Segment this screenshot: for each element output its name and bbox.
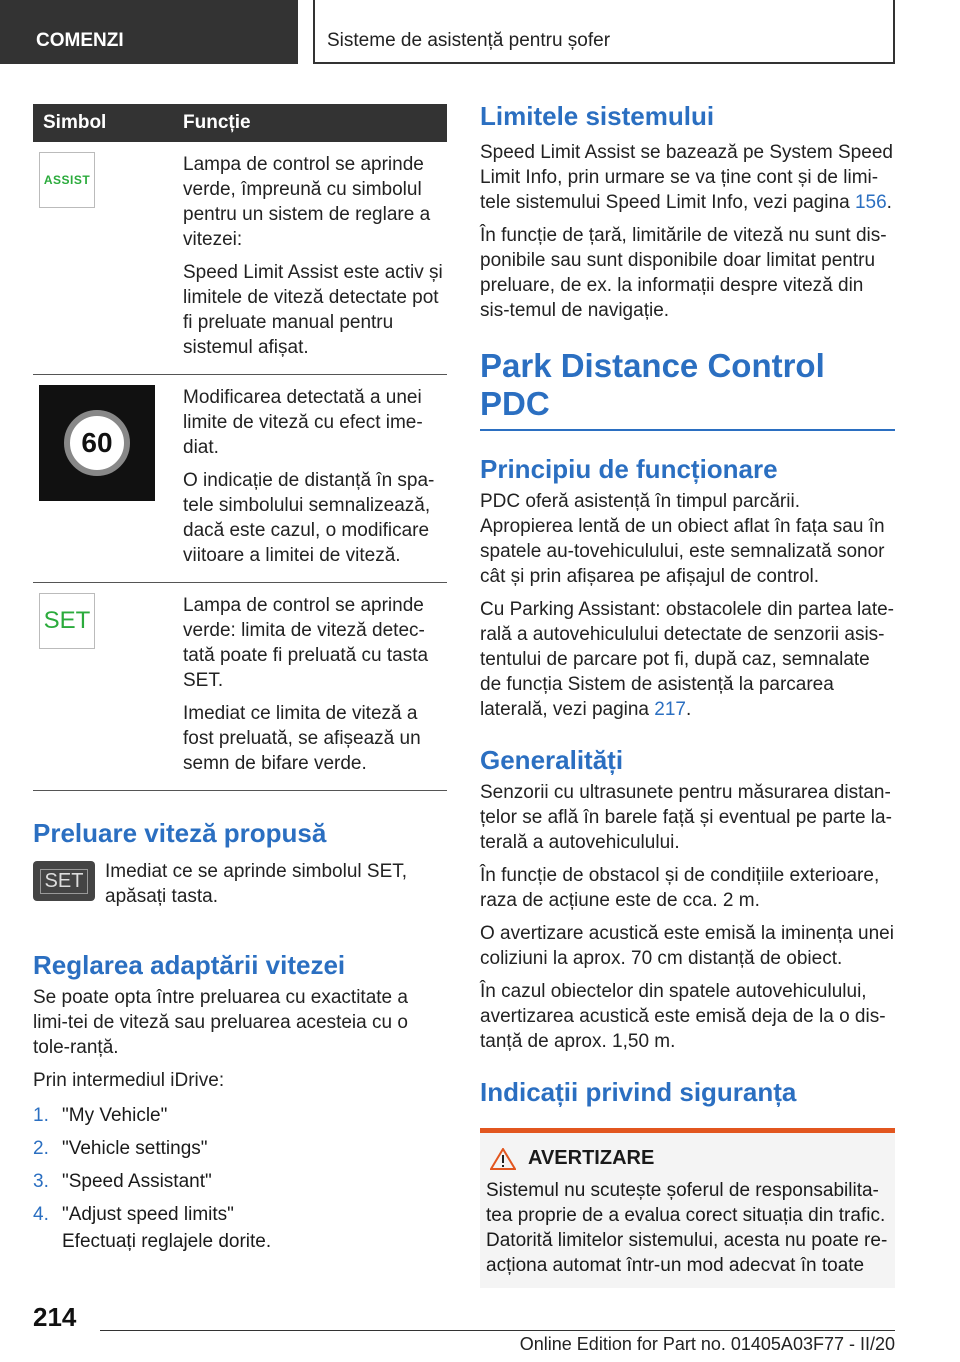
table-row — [33, 375, 447, 583]
page-number: 214 — [33, 1302, 77, 1332]
generalitati-text: În cazul obiectelor din spatele autovehiculului, avertizarea acustică este emisă deja de la o dis-tanță de aprox. 1,50 m. — [480, 981, 886, 1052]
reglarea-intro: Prin intermediul iDrive: — [33, 1070, 225, 1091]
section-title-generalitati: Generalități — [480, 745, 624, 775]
table-row — [33, 142, 447, 375]
left-column — [33, 104, 447, 1254]
symbol-table — [33, 104, 447, 791]
warning-text: Sistemul nu scutește șoferul de responsabilita-tea proprie de a evalua corect situația din trafic. Datorită limitelor sistemului, acesta nu poate re-acționa automat într-un mod adecvat în toate — [486, 1180, 888, 1276]
generalitati-text: O avertizare acustică este emisă la iminența unei coliziuni la aprox. 70 cm distanță de obiect. — [480, 923, 894, 969]
row-text: Lampa de control se aprinde verde: limita de viteză detec-tată poate fi preluată cu tasta SET. — [183, 595, 429, 691]
row-text: Modificarea detectată a unei limite de viteză cu efect ime-diat. — [183, 387, 423, 458]
header-section: COMENZI — [0, 0, 298, 64]
page-link[interactable]: 156 — [854, 192, 887, 213]
set-indicator-icon: SET — [39, 593, 95, 649]
section-title-reglarea: Reglarea adaptării vitezei — [33, 950, 346, 980]
row-text: Speed Limit Assist este activ și limitele de viteză detectate pot fi preluate manual pentru sistemul afișat. — [183, 262, 443, 358]
steps-note: Efectuați reglajele dorite. — [62, 1231, 272, 1252]
footer-edition: Online Edition for Part no. 01405A03F77 - II/20 — [519, 1334, 895, 1354]
column-header-function: Funcție — [183, 104, 447, 142]
speed-limit-value: 60 — [64, 410, 130, 476]
list-item: 1. "My Vehicle" — [33, 1105, 168, 1126]
header-chapter: Sisteme de asistență pentru șofer — [313, 0, 895, 64]
steps-list — [33, 1103, 447, 1227]
preluare-text: Imediat ce se aprinde simbolul SET, apăsați tasta. — [105, 861, 408, 907]
preluare-row — [33, 859, 447, 909]
warning-label: AVERTIZARE — [528, 1147, 655, 1169]
limitele-text-2: În funcție de țară, limitările de viteză nu sunt dis-ponibile sau sunt disponibile doar limitat pentru preluare, de ex. la informații despre viteză din sis-temul de navigație. — [480, 225, 887, 321]
list-item: 2. "Vehicle settings" — [33, 1138, 208, 1159]
limitele-text: Speed Limit Assist se bazează pe System Speed Limit Info, prin urmare se va ține cont și de limi-tele sistemului Speed Limit Info, vezi pagina 156. — [480, 142, 893, 213]
chapter-title-pdc: Park Distance Control PDC — [480, 347, 895, 431]
section-title-limitele: Limitele sistemului — [480, 101, 715, 131]
generalitati-text: În funcție de obstacol și de condițiile exterioare, raza de acțiune este de cca. 2 m. — [480, 865, 880, 911]
list-item: 4. "Adjust speed limits" — [33, 1204, 234, 1225]
row-text: Lampa de control se aprinde verde, împreună cu simbolul pentru un sistem de reglare a vitezei: — [183, 154, 431, 250]
warning-header — [490, 1147, 889, 1170]
assist-indicator-icon: ASSIST — [39, 152, 95, 208]
section-title-principiu: Principiu de funcționare — [480, 454, 778, 484]
speed-limit-60-icon — [39, 385, 155, 501]
warning-triangle-icon — [490, 1148, 516, 1170]
row-text: O indicație de distanță în spa-tele simbolului semnalizează, dacă este cazul, o modificare viitoare a limitei de viteză. — [183, 470, 435, 566]
page-link[interactable]: 217 — [654, 699, 686, 720]
footer-divider — [100, 1330, 895, 1331]
reglarea-text: Se poate opta între preluarea cu exactitate a limi-tei de viteză sau preluarea acesteia cu o tole-ranță. — [33, 987, 408, 1058]
list-item: 3. "Speed Assistant" — [33, 1171, 212, 1192]
right-column — [480, 100, 895, 1288]
row-text: Imediat ce limita de viteză a fost preluată, se afișează un semn de bifare verde. — [183, 703, 421, 774]
set-button-icon: SET — [33, 861, 95, 901]
generalitati-text: Senzorii cu ultrasunete pentru măsurarea distan-țelor se află în barele față și eventual pe parte la-terală a autovehiculului. — [480, 782, 892, 853]
column-header-symbol: Simbol — [33, 104, 183, 142]
principiu-text: PDC oferă asistență în timpul parcării. Apropierea lentă de un obiect aflat în fața sau în spatele au-tovehiculului, este semnalizată sonor cât și prin afișarea pe afișajul de control. — [480, 491, 885, 587]
section-title-siguranta: Indicații privind siguranța — [480, 1077, 797, 1107]
table-row — [33, 583, 447, 791]
section-title-preluare: Preluare viteză propusă — [33, 818, 327, 848]
principiu-text-2: Cu Parking Assistant: obstacolele din partea late-rală a autovehiculului detectate de senzorii asis-tentului de parcare pot fi, după caz, semnalate de funcția Sistem de asistență la parcarea laterală, vezi pagina 217. — [480, 599, 895, 720]
warning-box — [480, 1128, 895, 1288]
